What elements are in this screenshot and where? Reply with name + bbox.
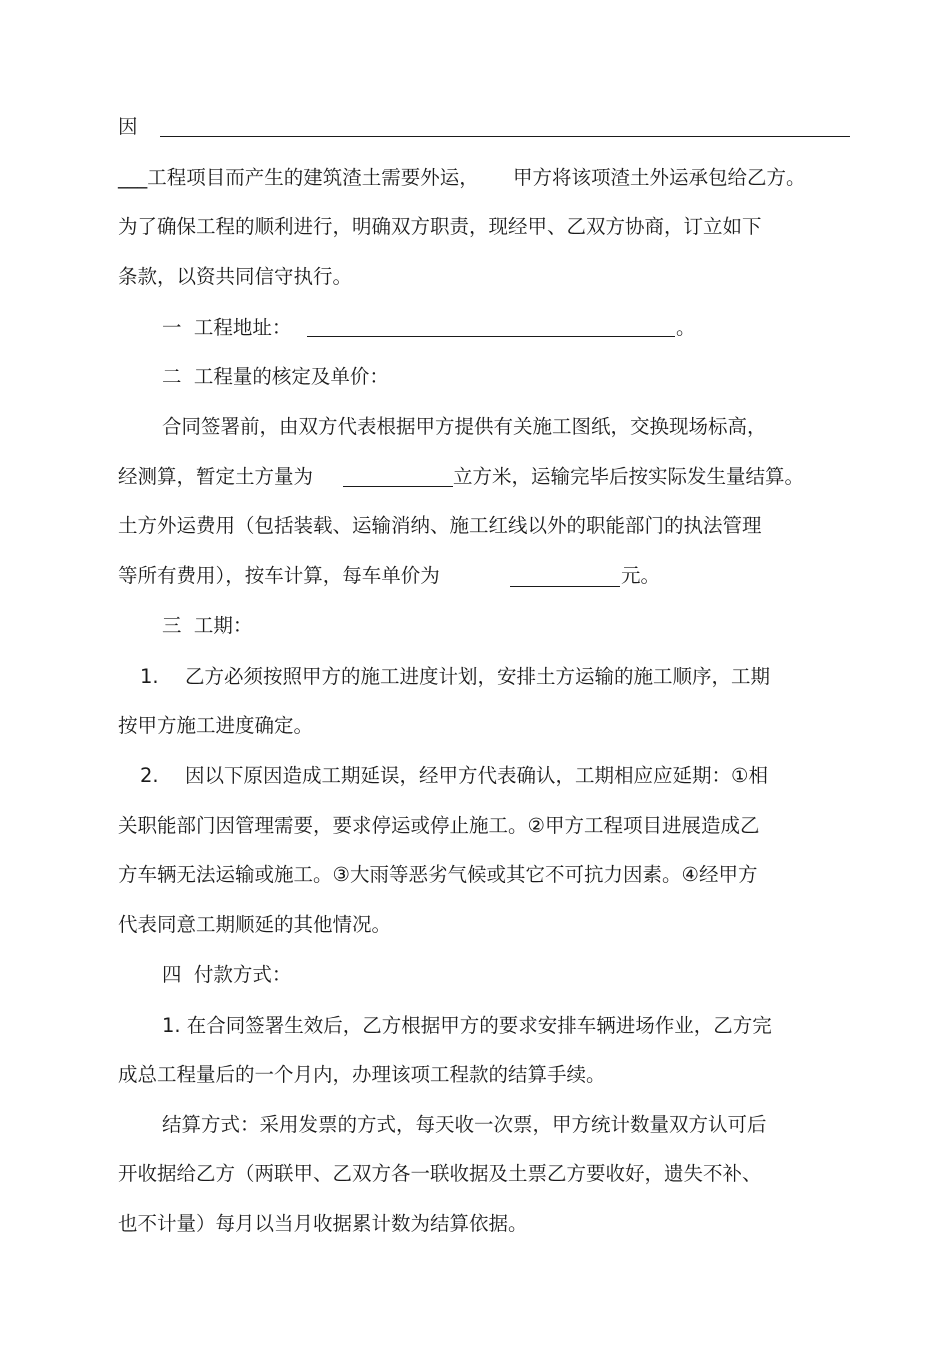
volume-blank (343, 486, 453, 487)
section-1-end: 。 (676, 316, 696, 339)
item-1-line-b: 按甲方施工进度确定。 (118, 714, 314, 737)
section-2-title: 二 工程量的核定及单价： (162, 365, 389, 388)
para-3: 土方外运费用（包括装载、运输消纳、施工红线以外的职能部门的执法管理 (118, 514, 762, 537)
project-name-blank (160, 136, 850, 137)
para-1: 合同签署前，由双方代表根据甲方提供有关施工图纸，交换现场标高， (162, 415, 767, 438)
unit-price-blank (510, 586, 620, 587)
text-line-4: 条款，以资共同信守执行。 (118, 265, 353, 288)
settlement-line-2: 开收据给乙方（两联甲、乙双方各一联收据及土票乙方要收好，遗失不补、 (118, 1162, 762, 1185)
section-4-title: 四 付款方式： (162, 963, 292, 986)
text-line-2b: 甲方将该项渣土外运承包给乙方。 (513, 166, 806, 189)
para-4b: 元。 (621, 564, 661, 587)
text-line-3: 为了确保工程的顺利进行，明确双方职责，现经甲、乙双方协商，订立如下 (118, 215, 762, 238)
item-2-line-b: 关职能部门因管理需要，要求停运或停止施工。②甲方工程项目进展造成乙 (118, 814, 760, 837)
item-2-line-a: 因以下原因造成工期延误，经甲方代表确认，工期相应应延期：①相 (185, 764, 768, 787)
address-blank (307, 336, 675, 337)
item-1-line-a: 乙方必须按照甲方的施工进度计划，安排土方运输的施工顺序，工期 (185, 665, 771, 688)
settlement-line-1: 结算方式：采用发票的方式，每天收一次票，甲方统计数量双方认可后 (162, 1113, 767, 1136)
text-line-2a: ___工程项目而产生的建筑渣土需要外运， (118, 166, 479, 189)
item-2-line-c: 方车辆无法运输或施工。③大雨等恶劣气候或其它不可抗力因素。④经甲方 (118, 863, 758, 886)
payment-1-line-a: 1. 在合同签署生效后，乙方根据甲方的要求安排车辆进场作业，乙方完 (162, 1014, 772, 1037)
section-1-label: 一 工程地址： (162, 316, 292, 339)
settlement-line-3: 也不计量）每月以当月收据累计数为结算依据。 (118, 1212, 528, 1235)
section-3-title: 三 工期： (162, 614, 253, 637)
payment-1-line-b: 成总工程量后的一个月内，办理该项工程款的结算手续。 (118, 1063, 606, 1086)
para-4a: 等所有费用），按车计算，每车单价为 (118, 564, 440, 587)
item-1-number: 1. (140, 665, 159, 688)
para-2b: 立方米，运输完毕后按实际发生量结算。 (453, 465, 805, 488)
item-2-line-d: 代表同意工期顺延的其他情况。 (118, 913, 392, 936)
para-2a: 经测算，暂定土方量为 (118, 465, 314, 488)
text-line-yin: 因 (118, 115, 138, 138)
item-2-number: 2. (140, 764, 159, 787)
